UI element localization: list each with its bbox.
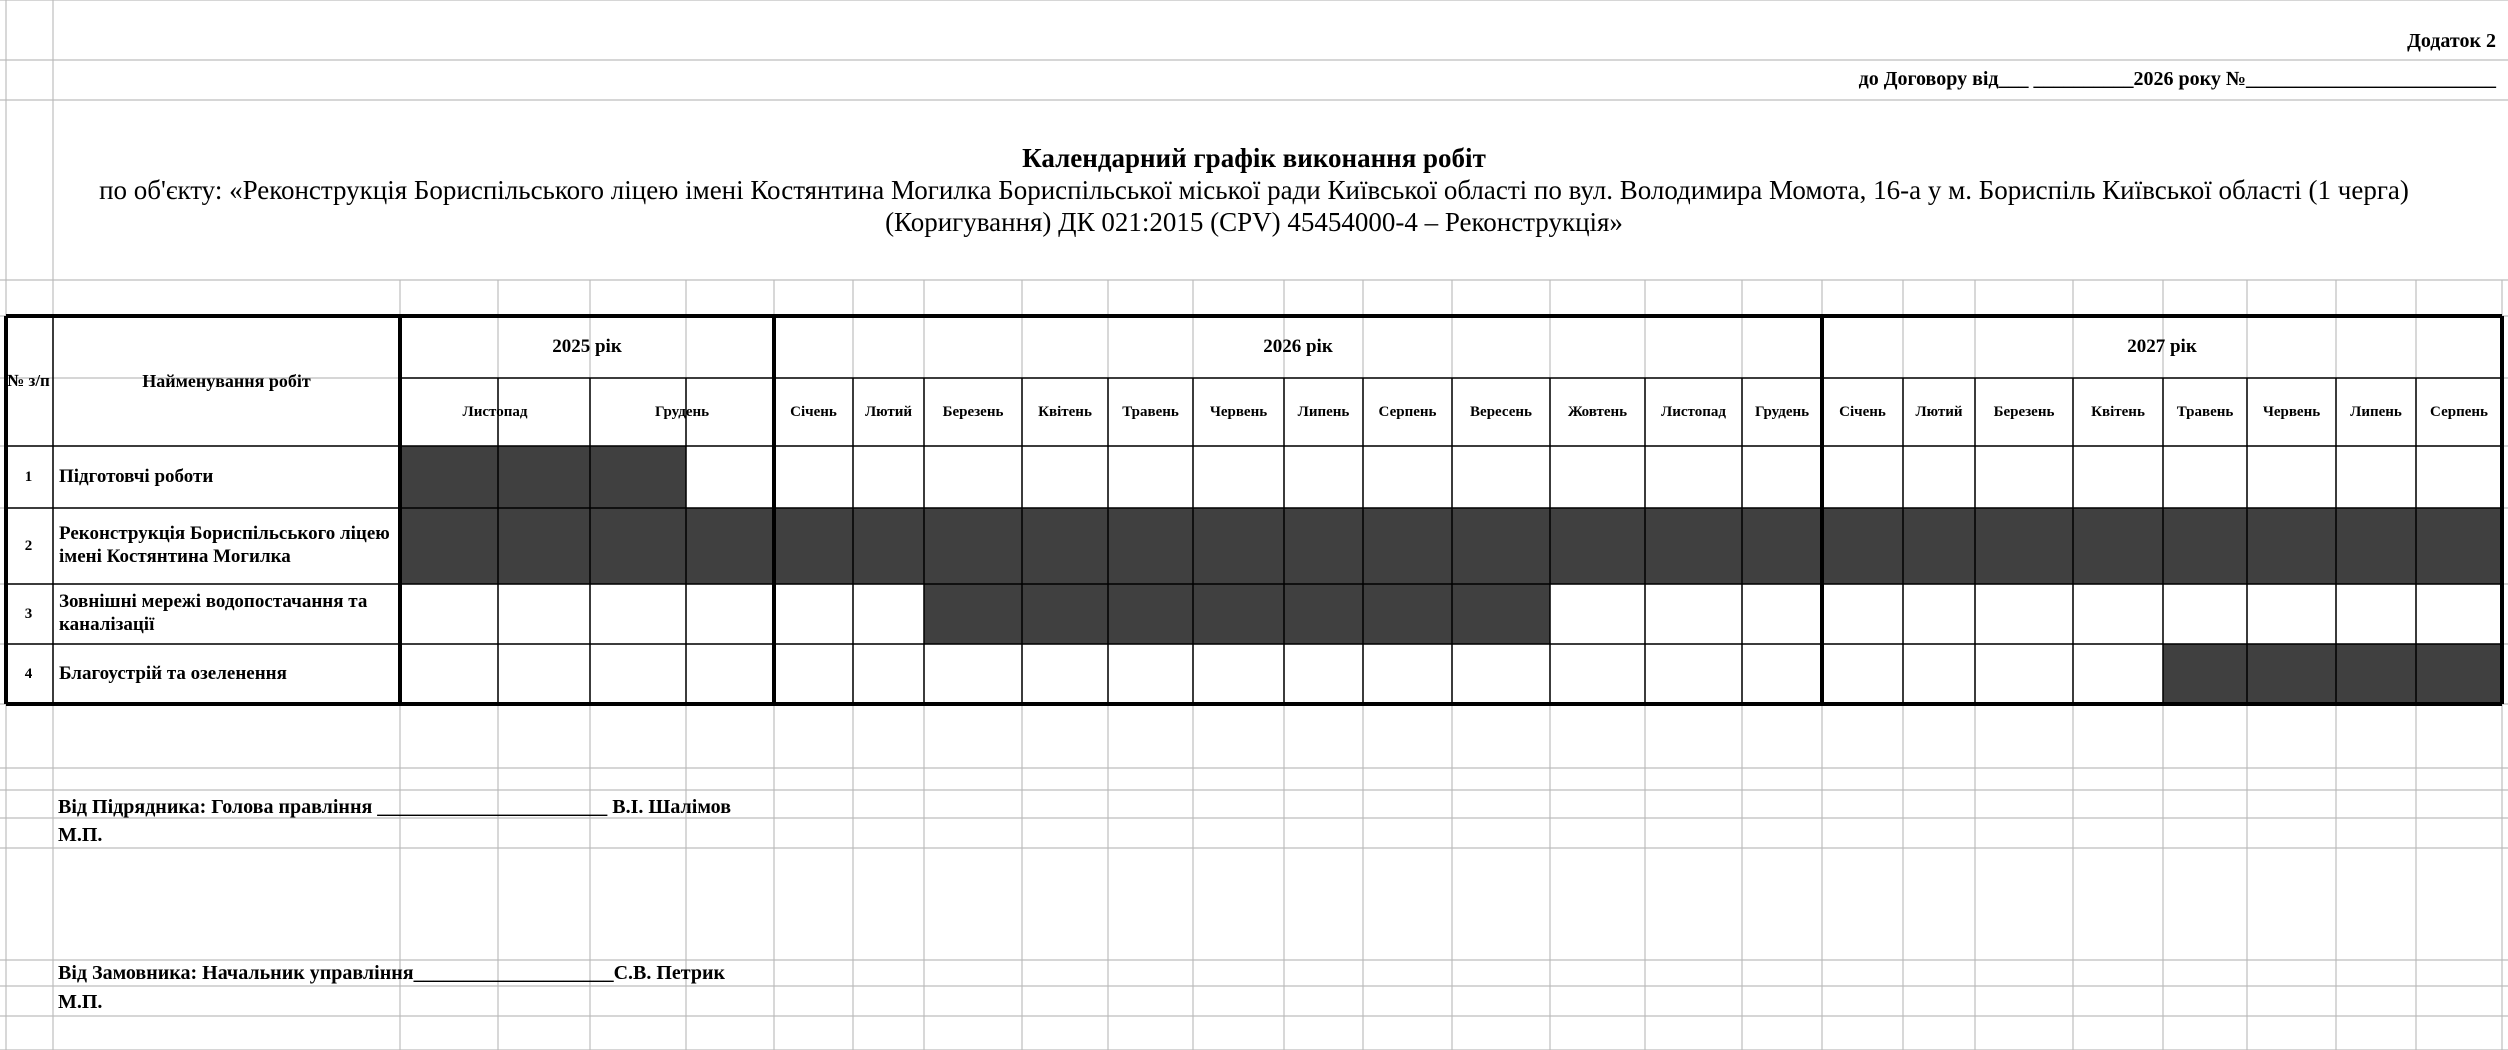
gantt-bar: [400, 446, 686, 508]
month-header: Травень: [2176, 403, 2234, 420]
month-header: Січень: [1839, 403, 1886, 420]
month-header: Грудень: [1754, 403, 1810, 420]
work-name: Підготовчі роботи: [59, 465, 214, 487]
month-header: Грудень: [654, 403, 710, 420]
month-header: Березень: [1993, 403, 2055, 420]
customer-seal: М.П.: [58, 991, 103, 1013]
month-header: Лютий: [1915, 403, 1963, 420]
gantt-bar: [924, 584, 1550, 644]
month-header: Вересень: [1470, 403, 1532, 420]
month-header: Жовтень: [1567, 403, 1628, 420]
month-header: Листопад: [1661, 403, 1726, 420]
row-number: 2: [24, 537, 33, 554]
customer-signature: Від Замовника: Начальник управління____________________С.В. Петрик: [58, 962, 726, 984]
month-header: Серпень: [2430, 403, 2488, 420]
month-header: Квітень: [1038, 403, 1092, 420]
row-number: 4: [24, 665, 33, 682]
work-name: Реконструкція Бориспільського ліцею імені Костянтина Могилка: [59, 523, 390, 567]
row-number: 3: [24, 605, 33, 622]
month-header: Травень: [1122, 403, 1179, 420]
gantt-bar: [2163, 644, 2502, 704]
year-2025-header: 2025 рік: [552, 336, 622, 357]
page-title: Календарний графік виконання робіт: [1022, 143, 1486, 173]
month-header: Квітень: [2091, 403, 2145, 420]
work-name: Благоустрій та озеленення: [59, 662, 287, 684]
month-header: Листопад: [462, 403, 528, 420]
month-header: Березень: [942, 403, 1004, 420]
work-name: Зовнішні мережі водопостачання та каналізації: [59, 591, 368, 635]
month-header: Серпень: [1378, 403, 1437, 420]
col-header-number: № з/п: [7, 371, 50, 390]
month-header: Липень: [2350, 403, 2402, 420]
addendum-label: Додаток 2: [2407, 30, 2496, 52]
year-2026-header: 2026 рік: [1263, 336, 1333, 357]
row-number: 1: [24, 468, 33, 485]
month-header: Лютий: [864, 403, 913, 420]
col-header-work-name: Найменування робіт: [142, 370, 311, 391]
gantt-bar: [400, 508, 2502, 584]
month-header: Червень: [2262, 403, 2321, 420]
month-header: Січень: [790, 403, 837, 420]
contractor-signature: Від Підрядника: Голова правління _______________________ В.І. Шалімов: [58, 796, 731, 818]
year-2027-header: 2027 рік: [2127, 336, 2197, 357]
contractor-seal: М.П.: [58, 824, 103, 846]
month-header: Червень: [1209, 403, 1268, 420]
object-description-line2: (Коригування) ДК 021:2015 (CPV) 45454000-4 – Реконструкція»: [885, 207, 1623, 237]
contract-line: до Договору від___ __________2026 року №_________________________: [1858, 68, 2496, 90]
object-description-line1: по об'єкту: «Реконструкція Бориспільського ліцею імені Костянтина Могилка Бориспільської міської ради Київської області по вул. Володимира Момота, 16-а у м. Бориспіль Київської області (1 черга): [99, 175, 2409, 205]
month-header: Липень: [1297, 403, 1350, 420]
